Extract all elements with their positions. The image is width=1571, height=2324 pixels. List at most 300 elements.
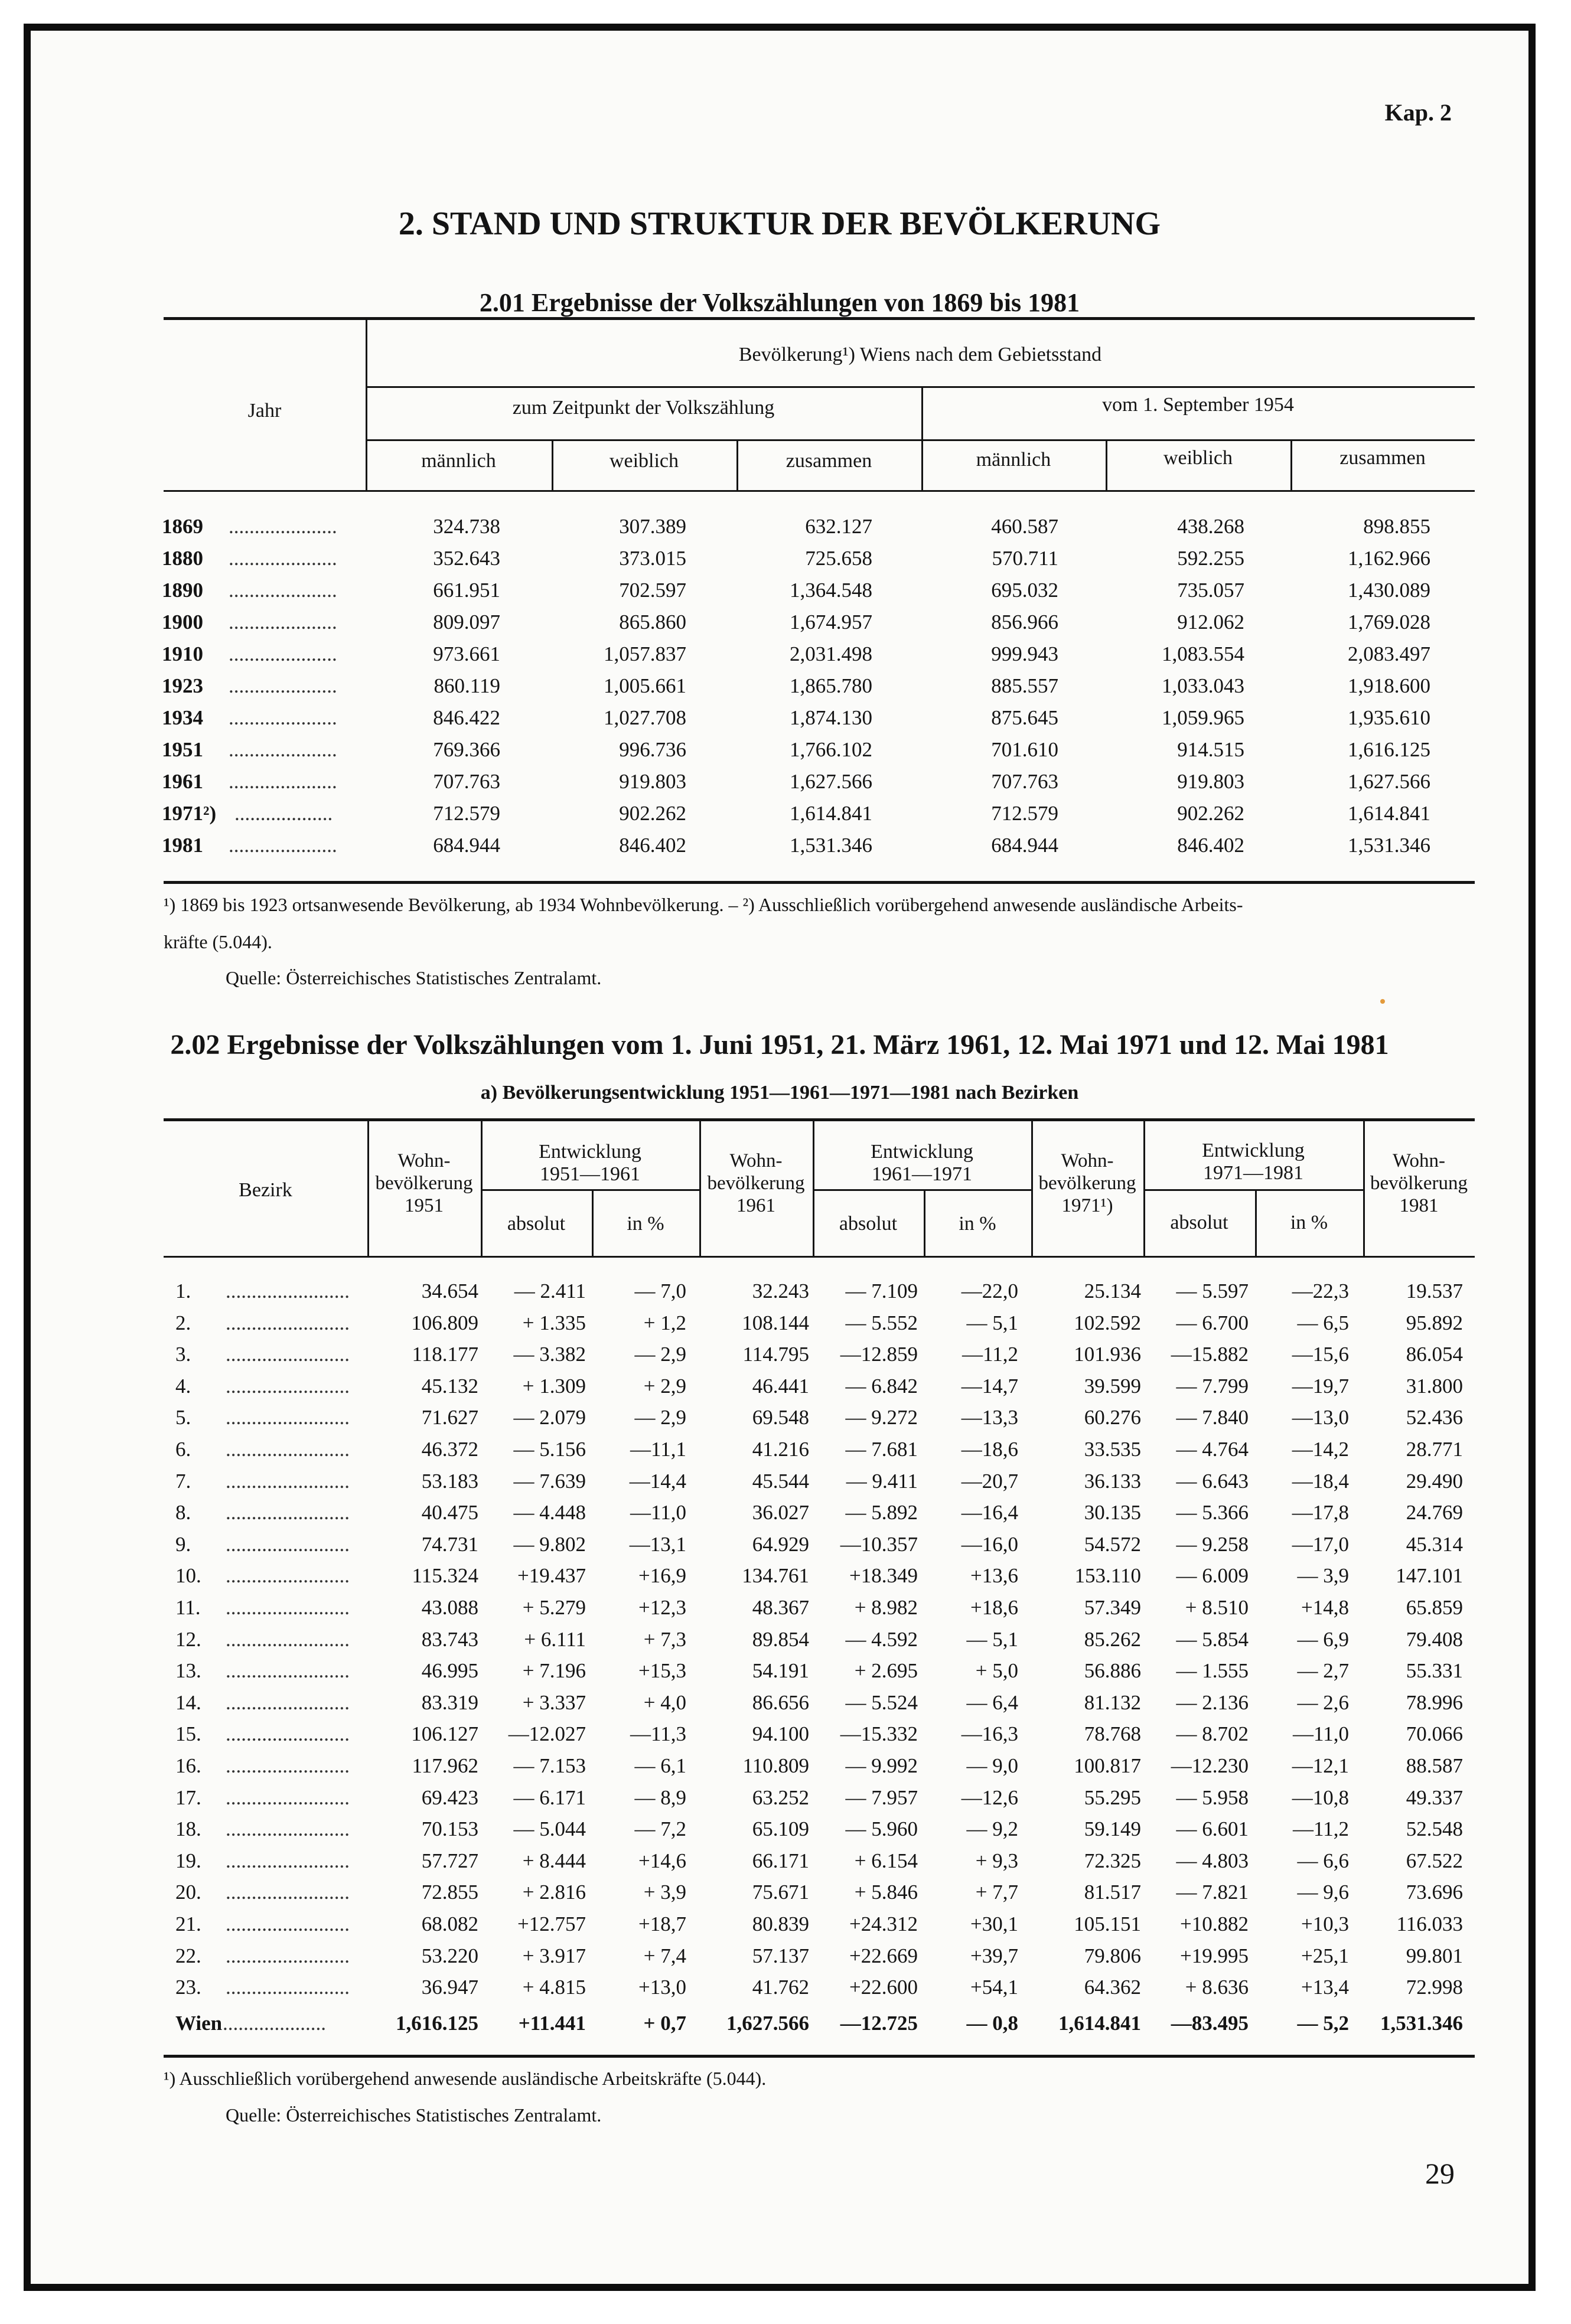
value-cell: —16,0 <box>961 1532 1018 1556</box>
value-cell: 118.177 <box>412 1343 478 1366</box>
value-cell: 153.110 <box>1074 1564 1141 1588</box>
value-cell: 56.886 <box>1084 1659 1141 1683</box>
value-cell: 60.276 <box>1084 1406 1141 1429</box>
leader-dots: ........................ <box>226 1279 350 1303</box>
table-row <box>31 1976 1543 2008</box>
table-row <box>31 1501 1543 1533</box>
value-cell: 64.929 <box>752 1532 809 1556</box>
value-cell: —18,6 <box>961 1438 1018 1461</box>
value-cell: 769.366 <box>433 738 500 761</box>
value-cell: 106.809 <box>411 1311 478 1334</box>
value-cell: 39.599 <box>1084 1374 1141 1398</box>
value-cell: +11.441 <box>518 2012 586 2035</box>
leader-dots: ..................... <box>229 834 337 857</box>
bezirk-cell: 17. <box>175 1786 201 1809</box>
value-cell: — 2,9 <box>634 1406 686 1429</box>
page-number: 29 <box>1425 2157 1455 2190</box>
leader-dots: ........................ <box>226 1690 350 1714</box>
value-cell: —11,1 <box>630 1438 686 1461</box>
bezirk-cell: 5. <box>175 1406 191 1429</box>
bezirk-cell: 22. <box>175 1944 201 1967</box>
leader-dots: ........................ <box>226 1311 350 1334</box>
value-cell: +24.312 <box>849 1912 918 1935</box>
col-pct-1: in % <box>627 1213 664 1235</box>
col-zeitpunkt: zum Zeitpunkt der Volkszählung <box>512 397 775 419</box>
value-cell: 75.671 <box>752 1881 809 1904</box>
value-cell: 86.054 <box>1406 1343 1463 1366</box>
table-row <box>31 611 1543 642</box>
value-cell: 67.522 <box>1406 1849 1463 1872</box>
col-maennlich-1: männlich <box>421 450 496 472</box>
value-cell: 919.803 <box>619 770 686 793</box>
value-cell: 71.627 <box>421 1406 478 1429</box>
value-cell: —12,6 <box>961 1786 1018 1809</box>
value-cell: —17,8 <box>1292 1501 1349 1525</box>
value-cell: — 2,7 <box>1297 1659 1349 1683</box>
value-cell: + 6.154 <box>854 1849 918 1872</box>
value-cell: 85.262 <box>1084 1627 1141 1651</box>
value-cell: — 5.892 <box>845 1501 918 1525</box>
table2-subtitle: a) Bevölkerungsentwicklung 1951—1961—1971—1981 nach Bezirken <box>480 1082 1079 1104</box>
value-cell: 1,059.965 <box>1162 706 1244 729</box>
value-cell: — 9,0 <box>966 1754 1018 1777</box>
bezirk-cell: 18. <box>175 1817 201 1841</box>
value-cell: — 9,2 <box>966 1817 1018 1841</box>
value-cell: 45.132 <box>421 1374 478 1398</box>
value-cell: —17,0 <box>1292 1532 1349 1556</box>
value-cell: +14,8 <box>1301 1596 1349 1619</box>
table-row <box>31 1628 1543 1660</box>
value-cell: 32.243 <box>752 1279 809 1303</box>
value-cell: —15,6 <box>1292 1343 1349 1366</box>
value-cell: 1,865.780 <box>790 674 872 697</box>
value-cell: 36.027 <box>752 1501 809 1525</box>
value-cell: 1,627.566 <box>1348 770 1430 793</box>
value-cell: 117.962 <box>412 1754 478 1777</box>
table-row <box>31 579 1543 611</box>
value-cell: + 9,3 <box>975 1849 1018 1872</box>
value-cell: +19.995 <box>1180 1944 1249 1967</box>
value-cell: +13,0 <box>638 1976 686 1999</box>
value-cell: 54.191 <box>752 1659 809 1683</box>
bezirk-cell: 1. <box>175 1279 191 1303</box>
value-cell: 69.548 <box>752 1406 809 1429</box>
leader-dots: ........................ <box>226 1849 350 1872</box>
col-pct-3: in % <box>1290 1212 1328 1233</box>
value-cell: — 1.555 <box>1176 1659 1249 1683</box>
value-cell: +18.349 <box>849 1564 918 1588</box>
value-cell: 74.731 <box>421 1532 478 1556</box>
value-cell: 116.033 <box>1396 1912 1463 1935</box>
col-absolut-2: absolut <box>839 1213 898 1235</box>
value-cell: 695.032 <box>991 579 1058 602</box>
leader-dots: ........................ <box>226 1659 350 1683</box>
value-cell: + 7,3 <box>643 1627 686 1651</box>
leader-dots: ..................... <box>229 642 337 665</box>
value-cell: 66.171 <box>752 1849 809 1872</box>
value-cell: +22.669 <box>849 1944 918 1967</box>
value-cell: 712.579 <box>433 802 500 825</box>
table-row <box>31 1343 1543 1375</box>
value-cell: — 2,6 <box>1297 1690 1349 1714</box>
value-cell: 856.966 <box>991 611 1058 634</box>
value-cell: +18,6 <box>970 1596 1018 1619</box>
value-cell: 875.645 <box>991 706 1058 729</box>
bezirk-cell: 21. <box>175 1912 201 1935</box>
bezirk-cell: 13. <box>175 1659 201 1683</box>
value-cell: 2,031.498 <box>790 642 872 665</box>
bezirk-cell: 12. <box>175 1627 201 1651</box>
value-cell: 1,531.346 <box>790 834 872 857</box>
value-cell: —13,3 <box>961 1406 1018 1429</box>
value-cell: 1,874.130 <box>790 706 872 729</box>
value-cell: — 7.153 <box>513 1754 586 1777</box>
bezirk-cell: 16. <box>175 1754 201 1777</box>
value-cell: —22,0 <box>961 1279 1018 1303</box>
value-cell: 81.517 <box>1084 1881 1141 1904</box>
table-row <box>31 1691 1543 1723</box>
value-cell: 809.097 <box>433 611 500 634</box>
value-cell: 34.654 <box>421 1279 478 1303</box>
value-cell: 114.795 <box>742 1343 809 1366</box>
value-cell: 72.998 <box>1406 1976 1463 1999</box>
value-cell: — 9.802 <box>513 1532 586 1556</box>
bezirk-cell: 20. <box>175 1881 201 1904</box>
value-cell: 1,616.125 <box>1348 738 1430 761</box>
value-cell: 63.252 <box>752 1786 809 1809</box>
leader-dots: ........................ <box>226 1881 350 1904</box>
col-bevoelkerung: Bevölkerung¹) Wiens nach dem Gebietsstand <box>738 344 1102 365</box>
value-cell: — 6.842 <box>845 1374 918 1398</box>
value-cell: 29.490 <box>1406 1469 1463 1493</box>
value-cell: 914.515 <box>1177 738 1244 761</box>
value-cell: —12.725 <box>840 2012 918 2035</box>
value-cell: —13,0 <box>1292 1406 1349 1429</box>
leader-dots: ..................... <box>229 579 337 602</box>
value-cell: 73.696 <box>1406 1881 1463 1904</box>
value-cell: —83.495 <box>1171 2012 1249 2035</box>
table-row <box>31 1311 1543 1343</box>
value-cell: +14,6 <box>638 1849 686 1872</box>
col-weiblich-1: weiblich <box>609 450 679 472</box>
value-cell: 684.944 <box>991 834 1058 857</box>
col-jahr: Jahr <box>247 400 282 422</box>
value-cell: 33.535 <box>1084 1438 1141 1461</box>
value-cell: 53.183 <box>421 1469 478 1493</box>
col-wohn-1961: Wohn- bevölkerung 1961 <box>707 1150 805 1216</box>
col-maennlich-2: männlich <box>976 449 1051 471</box>
value-cell: 460.587 <box>991 515 1058 538</box>
value-cell: 72.855 <box>421 1881 478 1904</box>
col-absolut-3: absolut <box>1170 1212 1228 1233</box>
leader-dots: ........................ <box>226 1722 350 1746</box>
value-cell: +22.600 <box>849 1976 918 1999</box>
table1-source: Quelle: Österreichisches Statistisches Zentralamt. <box>226 967 602 988</box>
value-cell: 996.736 <box>619 738 686 761</box>
value-cell: —11,0 <box>630 1501 686 1525</box>
year-cell: 1981 <box>162 834 203 857</box>
value-cell: 865.860 <box>619 611 686 634</box>
value-cell: 45.544 <box>752 1469 809 1493</box>
print-speck <box>1380 999 1385 1004</box>
value-cell: —15.882 <box>1171 1343 1249 1366</box>
value-cell: 134.761 <box>742 1564 809 1588</box>
value-cell: 55.295 <box>1084 1786 1141 1809</box>
value-cell: 973.661 <box>433 642 500 665</box>
value-cell: — 7,0 <box>634 1279 686 1303</box>
value-cell: — 5,1 <box>966 1311 1018 1334</box>
bezirk-cell: 15. <box>175 1722 201 1746</box>
value-cell: 1,162.966 <box>1348 547 1430 570</box>
value-cell: 36.947 <box>421 1976 478 1999</box>
value-cell: 105.151 <box>1074 1912 1141 1935</box>
value-cell: — 7.840 <box>1176 1406 1249 1429</box>
table-row <box>31 802 1543 834</box>
leader-dots: ..................... <box>229 611 337 634</box>
value-cell: 735.057 <box>1177 579 1244 602</box>
value-cell: + 7,4 <box>643 1944 686 1967</box>
value-cell: + 7,7 <box>975 1881 1018 1904</box>
value-cell: 712.579 <box>991 802 1058 825</box>
value-cell: 1,005.661 <box>604 674 686 697</box>
table-row <box>31 1438 1543 1470</box>
value-cell: —14,2 <box>1292 1438 1349 1461</box>
value-cell: 1,531.346 <box>1348 834 1430 857</box>
value-cell: — 7.639 <box>513 1469 586 1493</box>
value-cell: + 2.695 <box>854 1659 918 1683</box>
leader-dots: ........................ <box>226 1374 350 1398</box>
value-cell: 999.943 <box>991 642 1058 665</box>
table1-footnote-cont: kräfte (5.044). <box>164 931 272 952</box>
value-cell: + 5.279 <box>522 1596 586 1619</box>
value-cell: + 1.335 <box>522 1311 586 1334</box>
value-cell: +12,3 <box>638 1596 686 1619</box>
table-row <box>31 1912 1543 1944</box>
value-cell: 902.262 <box>619 802 686 825</box>
bezirk-cell: 2. <box>175 1311 191 1334</box>
leader-dots: ........................ <box>226 1438 350 1461</box>
value-cell: —22,3 <box>1292 1279 1349 1303</box>
value-cell: 25.134 <box>1084 1279 1141 1303</box>
value-cell: 1,627.566 <box>790 770 872 793</box>
value-cell: + 3,9 <box>643 1881 686 1904</box>
value-cell: —18,4 <box>1292 1469 1349 1493</box>
value-cell: 46.995 <box>421 1659 478 1683</box>
value-cell: 632.127 <box>805 515 872 538</box>
document-page <box>24 24 1536 2291</box>
bezirk-cell: 14. <box>175 1690 201 1714</box>
value-cell: 1,769.028 <box>1348 611 1430 634</box>
value-cell: + 6.111 <box>524 1627 586 1651</box>
value-cell: — 7.109 <box>845 1279 918 1303</box>
leader-dots: ..................... <box>229 738 337 761</box>
value-cell: + 5,0 <box>975 1659 1018 1683</box>
value-cell: 902.262 <box>1177 802 1244 825</box>
value-cell: — 6.009 <box>1176 1564 1249 1588</box>
value-cell: 43.088 <box>421 1596 478 1619</box>
table-row <box>31 674 1543 706</box>
leader-dots: ..................... <box>229 547 337 570</box>
value-cell: 88.587 <box>1406 1754 1463 1777</box>
leader-dots: .................... <box>223 2012 326 2035</box>
value-cell: + 8.444 <box>522 1849 586 1872</box>
value-cell: +18,7 <box>638 1912 686 1935</box>
col-entwicklung-1961-1971: Entwicklung 1961—1971 <box>871 1141 973 1185</box>
value-cell: + 8.982 <box>854 1596 918 1619</box>
value-cell: + 3.337 <box>522 1690 586 1714</box>
value-cell: +13,4 <box>1301 1976 1349 1999</box>
value-cell: — 7.957 <box>845 1786 918 1809</box>
value-cell: 28.771 <box>1406 1438 1463 1461</box>
value-cell: — 5.854 <box>1176 1627 1249 1651</box>
col-gebietsstand-1954: vom 1. September 1954 <box>1102 394 1294 416</box>
table-row <box>31 706 1543 738</box>
value-cell: + 5.846 <box>854 1881 918 1904</box>
table2-title: 2.02 Ergebnisse der Volkszählungen vom 1. Juni 1951, 21. März 1961, 12. Mai 1971 und 12. Mai 1981 <box>170 1029 1389 1060</box>
year-cell: 1910 <box>162 642 203 665</box>
value-cell: —13,1 <box>629 1532 686 1556</box>
value-cell: 1,531.346 <box>1380 2012 1463 2035</box>
value-cell: — 5.960 <box>845 1817 918 1841</box>
table-row <box>31 1817 1543 1849</box>
leader-dots: ........................ <box>226 1627 350 1651</box>
value-cell: 1,430.089 <box>1348 579 1430 602</box>
value-cell: 81.132 <box>1084 1690 1141 1714</box>
leader-dots: ........................ <box>226 1596 350 1619</box>
value-cell: 885.557 <box>991 674 1058 697</box>
value-cell: 102.592 <box>1074 1311 1141 1334</box>
value-cell: +19.437 <box>517 1564 586 1588</box>
value-cell: —16,3 <box>961 1722 1018 1746</box>
value-cell: — 4.592 <box>845 1627 918 1651</box>
table-row <box>31 547 1543 579</box>
value-cell: 1,083.554 <box>1162 642 1244 665</box>
bezirk-cell: 3. <box>175 1343 191 1366</box>
value-cell: + 2.816 <box>522 1881 586 1904</box>
value-cell: + 4,0 <box>643 1690 686 1714</box>
leader-dots: ..................... <box>229 770 337 793</box>
value-cell: 86.656 <box>752 1690 809 1714</box>
value-cell: — 2,9 <box>634 1343 686 1366</box>
value-cell: 100.817 <box>1074 1754 1141 1777</box>
value-cell: —12.230 <box>1171 1754 1249 1777</box>
col-wohn-1951: Wohn- bevölkerung 1951 <box>375 1150 473 1216</box>
value-cell: 1,918.600 <box>1348 674 1430 697</box>
leader-dots: ........................ <box>226 1976 350 1999</box>
value-cell: —10,8 <box>1292 1786 1349 1809</box>
value-cell: 83.319 <box>421 1690 478 1714</box>
value-cell: —12,1 <box>1292 1754 1349 1777</box>
year-cell: 1869 <box>162 515 203 538</box>
value-cell: 1,935.610 <box>1348 706 1430 729</box>
value-cell: — 6,9 <box>1297 1627 1349 1651</box>
value-cell: — 3,9 <box>1297 1564 1349 1588</box>
value-cell: 83.743 <box>421 1627 478 1651</box>
value-cell: — 5,2 <box>1297 2012 1349 2035</box>
col-pct-2: in % <box>959 1213 996 1235</box>
value-cell: 79.408 <box>1406 1627 1463 1651</box>
value-cell: 55.331 <box>1406 1659 1463 1683</box>
leader-dots: ................... <box>234 802 333 825</box>
col-zusammen-2: zusammen <box>1339 447 1426 469</box>
value-cell: — 2.136 <box>1176 1690 1249 1714</box>
col-zusammen-1: zusammen <box>786 450 872 472</box>
leader-dots: ........................ <box>226 1469 350 1493</box>
value-cell: — 3.382 <box>513 1343 586 1366</box>
value-cell: 65.109 <box>752 1817 809 1841</box>
value-cell: — 9.258 <box>1176 1532 1249 1556</box>
value-cell: — 9.411 <box>846 1469 918 1493</box>
table-row <box>31 1722 1543 1754</box>
value-cell: — 7.821 <box>1176 1881 1249 1904</box>
value-cell: — 6.171 <box>513 1786 586 1809</box>
table-row <box>31 1881 1543 1912</box>
value-cell: — 4.448 <box>513 1501 586 1525</box>
value-cell: + 8.636 <box>1185 1976 1249 1999</box>
value-cell: + 3.917 <box>522 1944 586 1967</box>
table-total-row <box>31 2012 1543 2044</box>
table-row <box>31 770 1543 802</box>
bezirk-cell: 9. <box>175 1532 191 1556</box>
value-cell: 65.859 <box>1406 1596 1463 1619</box>
leader-dots: ..................... <box>229 674 337 697</box>
bezirk-cell: 11. <box>175 1596 201 1619</box>
col-wohn-1971: Wohn- bevölkerung 1971¹) <box>1038 1150 1136 1216</box>
col-absolut-1: absolut <box>507 1213 566 1235</box>
value-cell: 36.133 <box>1084 1469 1141 1493</box>
table-row <box>31 1754 1543 1786</box>
value-cell: —20,7 <box>961 1469 1018 1493</box>
leader-dots: ........................ <box>226 1944 350 1967</box>
leader-dots: ........................ <box>226 1406 350 1429</box>
value-cell: — 7.681 <box>845 1438 918 1461</box>
table-row <box>31 1470 1543 1502</box>
year-cell: 1971²) <box>162 802 217 825</box>
value-cell: +10,3 <box>1301 1912 1349 1935</box>
value-cell: 115.324 <box>412 1564 478 1588</box>
value-cell: 45.314 <box>1406 1532 1463 1556</box>
value-cell: 99.801 <box>1406 1944 1463 1967</box>
value-cell: 912.062 <box>1177 611 1244 634</box>
col-entwicklung-1951-1961: Entwicklung 1951—1961 <box>539 1141 641 1185</box>
table-row <box>31 1533 1543 1565</box>
year-cell: 1961 <box>162 770 203 793</box>
value-cell: 68.082 <box>421 1912 478 1935</box>
table-row <box>31 1279 1543 1311</box>
value-cell: 898.855 <box>1363 515 1430 538</box>
value-cell: —10.357 <box>840 1532 918 1556</box>
value-cell: — 6,6 <box>1297 1849 1349 1872</box>
table-row <box>31 1659 1543 1691</box>
value-cell: +13,6 <box>970 1564 1018 1588</box>
value-cell: 110.809 <box>742 1754 809 1777</box>
value-cell: 69.423 <box>421 1786 478 1809</box>
year-cell: 1890 <box>162 579 203 602</box>
bezirk-cell: 19. <box>175 1849 201 1872</box>
value-cell: — 7.799 <box>1176 1374 1249 1398</box>
value-cell: + 7.196 <box>522 1659 586 1683</box>
value-cell: 1,027.708 <box>604 706 686 729</box>
value-cell: +10.882 <box>1180 1912 1249 1935</box>
table-row <box>31 834 1543 866</box>
value-cell: 373.015 <box>619 547 686 570</box>
bezirk-cell: 7. <box>175 1469 191 1493</box>
value-cell: 860.119 <box>434 674 500 697</box>
col-weiblich-2: weiblich <box>1163 447 1233 469</box>
value-cell: — 7,2 <box>634 1817 686 1841</box>
table-row <box>31 1564 1543 1596</box>
value-cell: 57.727 <box>421 1849 478 1872</box>
